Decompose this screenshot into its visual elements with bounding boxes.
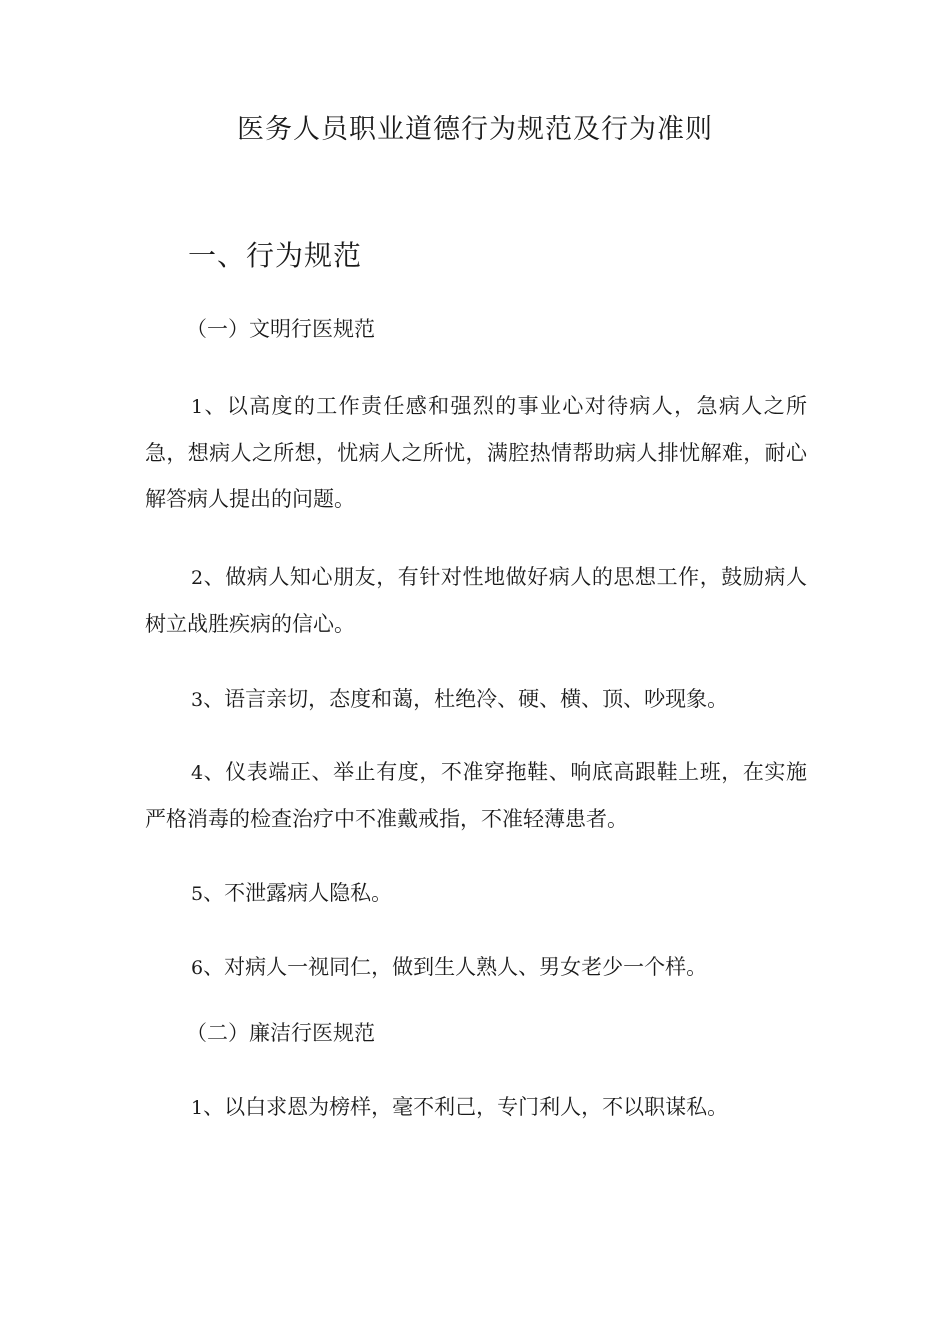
paragraph-item-6 <box>145 944 807 991</box>
item-text: 、语言亲切，态度和蔼，杜绝冷、硬、横、顶、吵现象。 <box>203 687 729 711</box>
document-title: 医务人员职业道德行为规范及行为准则 <box>237 114 713 145</box>
item-text: 、做病人知心朋友，有针对性地做好病人的思想工作，鼓励病人树立战胜疾病的信心。 <box>145 565 807 636</box>
paragraph-item-5 <box>145 870 807 917</box>
subsection-heading-clean-practice: （二）廉洁行医规范 <box>186 1021 375 1045</box>
item-number: 6 <box>191 957 204 979</box>
item-text: 、仪表端正、举止有度，不准穿拖鞋、响底高跟鞋上班，在实施严格消毒的检查治疗中不准戴戒指，不准轻薄患者。 <box>145 760 807 831</box>
subsection-heading-civil-practice: （一）文明行医规范 <box>186 317 375 341</box>
item-number: 1 <box>191 396 204 418</box>
item-text: 、以白求恩为榜样，毫不利己，专门利人，不以职谋私。 <box>203 1095 729 1119</box>
paragraph-item-2 <box>145 554 807 647</box>
paragraph-item-4 <box>145 749 807 842</box>
item-number: 4 <box>191 762 204 784</box>
item-text: 、对病人一视同仁，做到生人熟人、男女老少一个样。 <box>203 955 708 979</box>
item-text: 、不泄露病人隐私。 <box>203 881 393 905</box>
item-number: 1 <box>191 1097 204 1119</box>
section-heading-conduct-norms: 一、行为规范 <box>188 239 363 272</box>
item-number: 3 <box>191 689 204 711</box>
item-number: 2 <box>191 567 204 589</box>
item-number: 5 <box>191 883 204 905</box>
paragraph-item-3 <box>145 676 807 723</box>
paragraph-item-1 <box>145 383 807 522</box>
item-text: 、以高度的工作责任感和强烈的事业心对待病人，急病人之所急，想病人之所想，忧病人之所忧，满腔热情帮助病人排忧解难，耐心解答病人提出的问题。 <box>145 394 807 511</box>
paragraph-clean-item-1 <box>145 1084 807 1131</box>
